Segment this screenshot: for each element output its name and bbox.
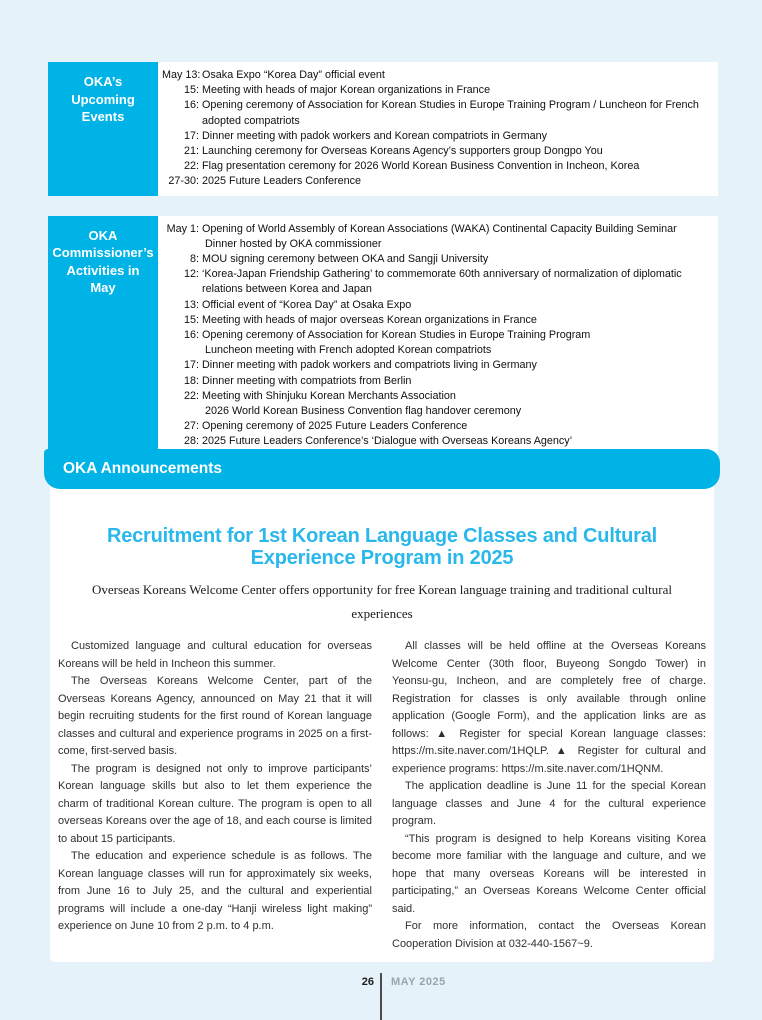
event-text: Dinner meeting with padok workers and Korean compatriots in Germany — [202, 129, 548, 142]
page-number: 26 — [361, 976, 374, 988]
event-date: 28: — [183, 435, 199, 448]
announcements-banner — [44, 449, 720, 489]
announcements-block — [44, 449, 720, 962]
event-text: Launching ceremony for Overseas Koreans Agency’s supporters group Dongpo You — [202, 145, 603, 158]
event-item — [162, 174, 714, 189]
event-date — [162, 237, 199, 252]
event-date: 12: — [183, 268, 199, 281]
event-item — [162, 434, 714, 449]
event-item — [162, 267, 714, 297]
article-paragraph: The program is designed not only to improve participants’ Korean language skills but also to let them experience the charm of traditional Korean culture. The program is open to all overseas Koreans over the age of 18, and each course is limited to about 15 participants. — [58, 762, 372, 845]
article-columns — [50, 638, 714, 953]
event-date: 15: — [183, 313, 199, 326]
event-date: 27-30: — [168, 175, 199, 188]
article-paragraph: All classes will be held offline at the Overseas Koreans Welcome Center (30th floor, Buyeong Songdo Tower) in Yeonsu-gu, Incheon, and are completely free of charge. Registration for classes is only available through online application (Google Form), and the application links are as follows: ▲ Register for special Korean language classes: https://m.site.naver.com/1HQLP. ▲ Register for cultural and experience programs: https://m.site.naver.com/1HQNM. — [392, 640, 706, 775]
event-item — [162, 159, 714, 174]
event-text: 2025 Future Leaders Conference — [202, 175, 362, 188]
event-item — [162, 404, 714, 419]
event-date: 21: — [183, 145, 199, 158]
announcements-banner-label: OKA Announcements — [63, 460, 223, 477]
event-item — [162, 343, 714, 358]
section-label — [48, 62, 158, 196]
commissioner-activities-section — [48, 216, 718, 456]
event-date — [162, 404, 199, 419]
event-date: May 13: — [162, 69, 201, 81]
event-date: 13: — [183, 298, 199, 311]
event-text: Opening of World Assembly of Korean Associations (WAKA) Continental Capacity Building Seminar — [202, 222, 677, 235]
event-text: Opening ceremony of Association for Korean Studies in Europe Training Program — [202, 329, 591, 342]
event-item — [162, 313, 714, 328]
event-text: MOU signing ceremony between OKA and Sangji University — [202, 253, 489, 266]
event-date: 17: — [183, 359, 199, 372]
event-list — [158, 62, 718, 196]
event-item — [162, 68, 714, 83]
event-date: 15: — [183, 84, 199, 97]
article-paragraph: “This program is designed to help Koreans visiting Korea become more familiar with the language and culture, and we hope that many overseas Koreans will be interested in participating,” an Overseas Koreans Welcome Center official said. — [392, 832, 706, 915]
section-label — [48, 216, 158, 456]
event-item — [162, 83, 714, 98]
event-item — [162, 252, 714, 267]
event-text: Dinner meeting with padok workers and compatriots living in Germany — [202, 359, 537, 372]
article-paragraph: For more information, contact the Overseas Korean Cooperation Division at 032-440-1567~9. — [392, 920, 706, 950]
event-item — [162, 144, 714, 159]
event-item — [162, 298, 714, 313]
event-text: Opening ceremony of 2025 Future Leaders Conference — [202, 420, 468, 433]
event-date: 22: — [183, 160, 199, 173]
article-paragraph: Customized language and cultural education for overseas Koreans will be held in Incheon this summer. — [58, 640, 372, 670]
section-label-line: Upcoming — [71, 91, 135, 107]
section-label-line: Events — [81, 109, 125, 124]
section-label-line: OKA’s — [83, 74, 123, 89]
event-text: Meeting with Shinjuku Korean Merchants Association — [202, 389, 456, 402]
event-date: 16: — [183, 99, 199, 112]
event-sections — [48, 62, 718, 476]
event-text: Meeting with heads of major Korean organizations in France — [202, 84, 491, 97]
upcoming-events-section — [48, 62, 718, 196]
event-text: 2025 Future Leaders Conference’s ‘Dialogue with Overseas Koreans Agency’ — [202, 435, 573, 448]
event-text: Meeting with heads of major overseas Korean organizations in France — [202, 313, 537, 326]
event-item — [162, 237, 714, 252]
event-text: Osaka Expo “Korea Day” official event — [202, 69, 385, 81]
event-text: Opening ceremony of Association for Korean Studies in Europe Training Program / Luncheon for French adopted compatriots — [202, 99, 699, 127]
section-label-line: May — [90, 280, 116, 296]
article-column-right — [392, 638, 706, 953]
article-paragraph: The education and experience schedule is as follows. The Korean language classes will run for approximately six weeks, from June 16 to July 25, and the cultural and experiential programs will include a one-day “Hanji wireless light making” experience on June 10 from 2 p.m. to 4 p.m. — [58, 850, 372, 932]
event-text: Flag presentation ceremony for 2026 World Korean Business Convention in Incheon, Korea — [202, 160, 640, 173]
event-text: Official event of “Korea Day” at Osaka Expo — [202, 298, 412, 311]
event-date: 22: — [183, 389, 199, 402]
event-item — [162, 222, 714, 237]
event-date: 27: — [183, 420, 199, 433]
event-item — [162, 358, 714, 373]
event-list — [158, 216, 718, 456]
article-column-left — [58, 638, 372, 953]
event-date: May 1: — [166, 222, 199, 235]
section-label-line: Commissioner’s — [52, 245, 154, 261]
issue-label: MAY 2025 — [391, 976, 446, 988]
event-text: 2026 World Korean Business Convention flag handover ceremony — [205, 405, 522, 418]
event-text: Dinner meeting with compatriots from Berlin — [202, 374, 412, 387]
event-item — [162, 129, 714, 144]
section-label-line: OKA — [88, 227, 118, 243]
article-subtitle: Overseas Koreans Welcome Center offers opportunity for free Korean language training and traditional cultural experiences — [91, 582, 672, 621]
event-date: 8: — [189, 253, 199, 266]
event-date — [162, 343, 199, 358]
event-text: Luncheon meeting with French adopted Korean compatriots — [205, 344, 492, 357]
event-item — [162, 419, 714, 434]
event-text: ‘Korea-Japan Friendship Gathering’ to commemorate 60th anniversary of normalization of diplomatic relations between Korea and Japan — [202, 268, 682, 296]
event-item — [162, 328, 714, 343]
event-date: 17: — [183, 129, 199, 142]
section-label-line: Activities in — [66, 262, 140, 278]
event-item — [162, 374, 714, 389]
article-title: Recruitment for 1st Korean Language Classes and Cultural Experience Program in 2025 — [106, 525, 658, 569]
footer-divider-line — [380, 973, 382, 1020]
article-paragraph: The Overseas Koreans Welcome Center, part of the Overseas Koreans Agency, announced on May 21 that it will begin recruiting students for the first round of Korean language classes and cultural and experience programs in 2025 on a first-come, first-served basis. — [58, 675, 372, 757]
event-item — [162, 98, 714, 128]
event-date: 16: — [183, 329, 199, 342]
article-paragraph: The application deadline is June 11 for the special Korean language classes and June 4 for the cultural experience program. — [392, 780, 706, 827]
article-card — [50, 469, 714, 962]
event-date: 18: — [183, 374, 199, 387]
event-item — [162, 389, 714, 404]
event-text: Dinner hosted by OKA commissioner — [205, 237, 382, 250]
